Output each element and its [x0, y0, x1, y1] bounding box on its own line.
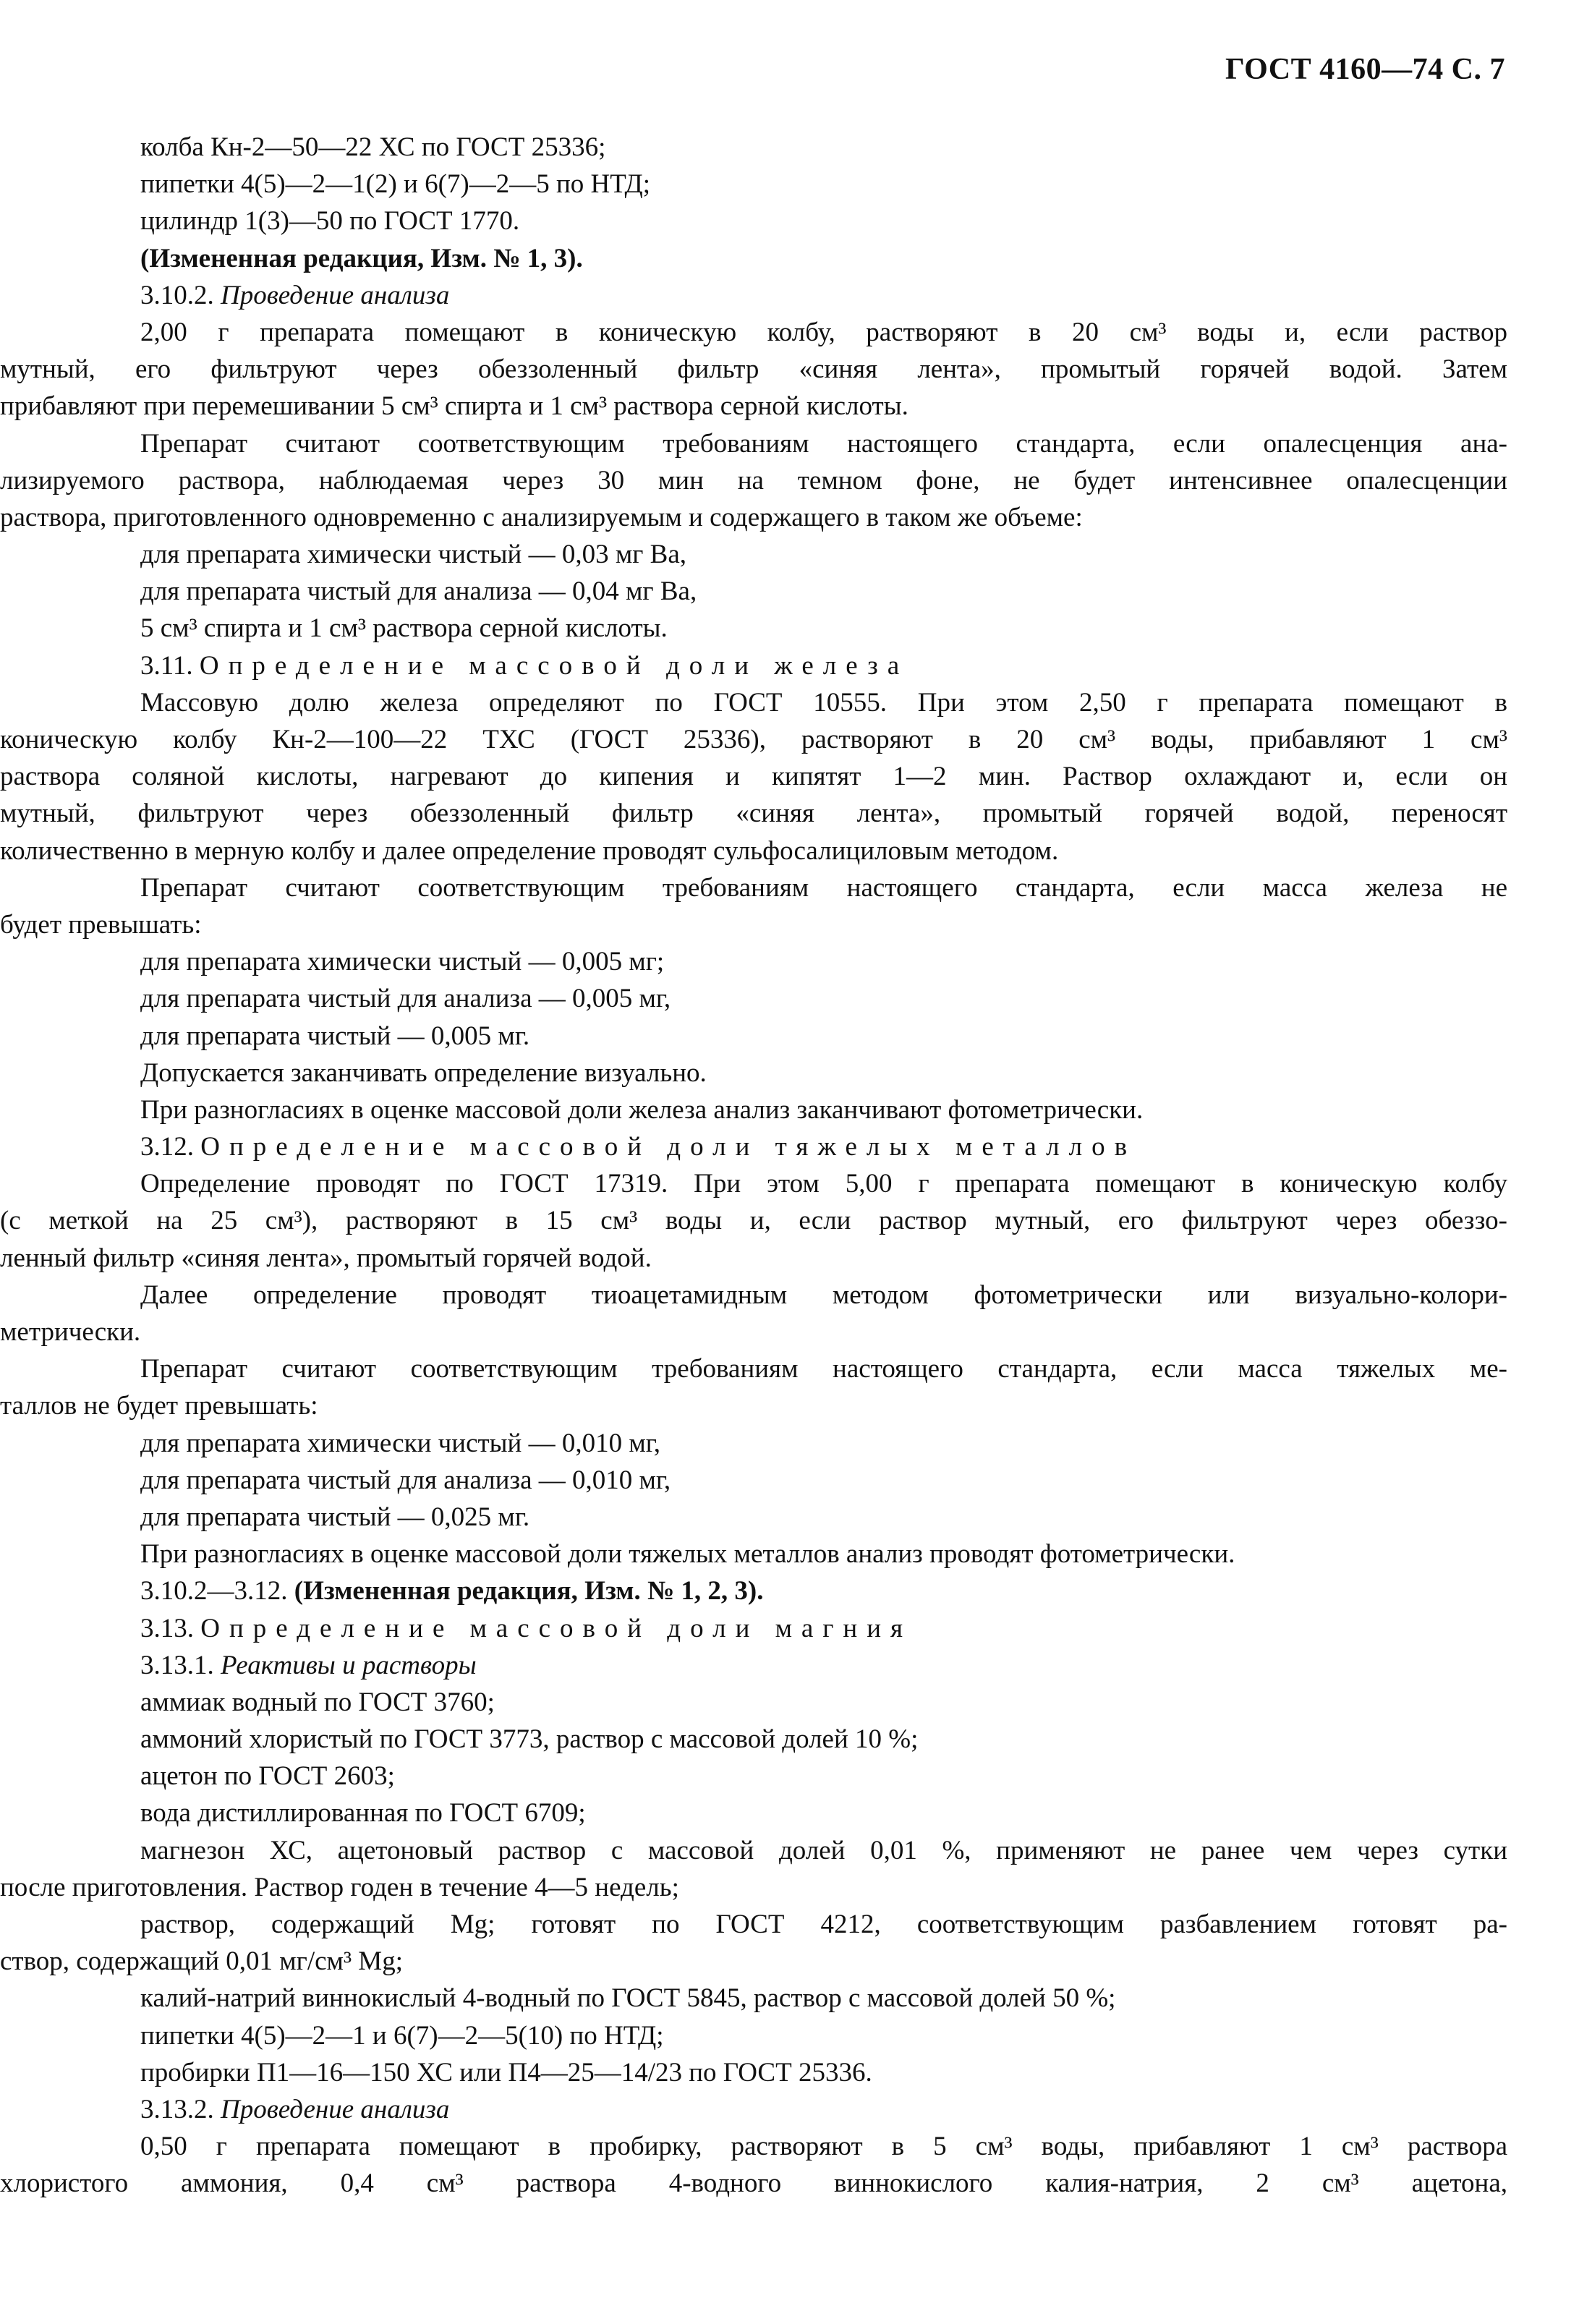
- text-line: калий-натрий виннокислый 4-водный по ГОСТ 5845, раствор с массовой долей 50 %;: [140, 1983, 1116, 2014]
- body-text: [0, 129, 1507, 2202]
- text-line: таллов не будет превышать:: [0, 1391, 318, 1421]
- text-line: для препарата химически чистый — 0,010 мг,: [140, 1428, 661, 1458]
- section-title: Определение массовой доли тяжелых металлов: [200, 1132, 1137, 1162]
- section-title: Проведение анализа: [221, 280, 450, 310]
- text-line: для препарата чистый — 0,025 мг.: [140, 1502, 530, 1532]
- page-header: ГОСТ 4160—74 С. 7: [1225, 53, 1505, 86]
- text-line: 5 см³ спирта и 1 см³ раствора серной кислоты.: [140, 613, 668, 644]
- section-heading: [140, 1610, 1507, 1647]
- amendment-note: [140, 1572, 1507, 1609]
- section-title: Определение массовой доли магния: [200, 1613, 913, 1643]
- section-number: 3.13.1.: [140, 1650, 214, 1680]
- section-number: 3.12.: [140, 1132, 194, 1162]
- text-line: аммиак водный по ГОСТ 3760;: [140, 1687, 495, 1717]
- text-line: будет превышать:: [0, 909, 202, 940]
- text-line: Массовую долю железа определяют по ГОСТ 10555. При этом 2,50 г препарата помещают в: [140, 687, 1507, 718]
- text-line: Препарат считают соответствующим требованиям настоящего стандарта, если опалесценция ана-: [140, 428, 1507, 459]
- text-line: ленный фильтр «синяя лента», промытый горячей водой.: [0, 1243, 652, 1273]
- text-line: для препарата чистый для анализа — 0,04 мг Ва,: [140, 576, 697, 607]
- text-line: прибавляют при перемешивании 5 см³ спирта и 1 см³ раствора серной кислоты.: [0, 391, 908, 422]
- section-title: Определение массовой доли железа: [199, 650, 909, 681]
- section-number: 3.10.2—3.12.: [140, 1576, 288, 1606]
- text-line: для препарата чистый для анализа — 0,010 мг,: [140, 1465, 671, 1495]
- text-line: коническую колбу Кн-2—100—22 ТХС (ГОСТ 25336), растворяют в 20 см³ воды, прибавляют 1 см³: [0, 725, 1507, 754]
- text-line: Далее определение проводят тиоацетамидным методом фотометрически или визуально-колори-: [140, 1280, 1507, 1310]
- section-heading: [140, 1128, 1507, 1165]
- section-number: 3.10.2.: [140, 280, 214, 310]
- text-line: створ, содержащий 0,01 мг/см³ Mg;: [0, 1946, 403, 1977]
- amendment-note: (Измененная редакция, Изм. № 1, 3).: [140, 243, 583, 273]
- text-line: 0,50 г препарата помещают в пробирку, растворяют в 5 см³ воды, прибавляют 1 см³ раствора: [140, 2132, 1507, 2162]
- text-line: колба Кн-2—50—22 ХС по ГОСТ 25336;: [140, 132, 606, 162]
- section-heading: [140, 647, 1507, 684]
- section-title: Проведение анализа: [221, 2094, 450, 2124]
- text-line: раствора, приготовленного одновременно с анализируемым и содержащего в таком же объеме:: [0, 502, 1083, 532]
- text-line: для препарата чистый — 0,005 мг.: [140, 1021, 530, 1051]
- text-line: пипетки 4(5)—2—1(2) и 6(7)—2—5 по НТД;: [140, 169, 651, 200]
- text-line: При разногласиях в оценке массовой доли тяжелых металлов анализ проводят фотометрически.: [140, 1539, 1235, 1570]
- text-line: для препарата химически чистый — 0,03 мг Ва,: [140, 540, 687, 570]
- section-heading: [140, 277, 1507, 314]
- text-line: раствор, содержащий Mg; готовят по ГОСТ 4212, соответствующим разбавлением готовят ра-: [140, 1910, 1507, 1939]
- text-line: (с меткой на 25 см³), растворяют в 15 см³ воды и, если раствор мутный, его фильтруют через обеззо-: [0, 1206, 1507, 1236]
- text-line: цилиндр 1(3)—50 по ГОСТ 1770.: [140, 206, 520, 237]
- text-line: При разногласиях в оценке массовой доли железа анализ заканчивают фотометрически.: [140, 1094, 1144, 1125]
- text-line: количественно в мерную колбу и далее определение проводят сульфосалициловым методом.: [0, 835, 1059, 866]
- text-line: хлористого аммония, 0,4 см³ раствора 4-водного виннокислого калия-натрия, 2 см³ ацетона,: [0, 2168, 1507, 2199]
- text-line: ацетон по ГОСТ 2603;: [140, 1761, 395, 1792]
- section-number: 3.13.: [140, 1613, 194, 1643]
- text-line: пипетки 4(5)—2—1 и 6(7)—2—5(10) по НТД;: [140, 2020, 664, 2051]
- text-line: пробирки П1—16—150 ХС или П4—25—14/23 по ГОСТ 25336.: [140, 2057, 872, 2087]
- section-number: 3.13.2.: [140, 2094, 214, 2124]
- text-line: вода дистиллированная по ГОСТ 6709;: [140, 1798, 586, 1829]
- text-line: 2,00 г препарата помещают в коническую колбу, растворяют в 20 см³ воды и, если раствор: [140, 317, 1507, 347]
- section-number: 3.11.: [140, 650, 193, 681]
- text-line: для препарата чистый для анализа — 0,005 мг,: [140, 984, 671, 1014]
- text-line: аммоний хлористый по ГОСТ 3773, раствор с массовой долей 10 %;: [140, 1724, 919, 1755]
- text-line: лизируемого раствора, наблюдаемая через 30 мин на темном фоне, не будет интенсивнее опалесценции: [0, 465, 1507, 495]
- section-heading: [140, 1647, 1507, 1684]
- text-line: магнезон ХС, ацетоновый раствор с массовой долей 0,01 %, применяют не ранее чем через сутки: [140, 1835, 1507, 1865]
- text-line: мутный, фильтруют через обеззоленный фильтр «синяя лента», промытый горячей водой, переносят: [0, 799, 1507, 829]
- text-line: для препарата химически чистый — 0,005 мг;: [140, 947, 665, 977]
- text-line: после приготовления. Раствор годен в течение 4—5 недель;: [0, 1872, 679, 1902]
- text-line: метрически.: [0, 1317, 141, 1347]
- text-line: Препарат считают соответствующим требованиям настоящего стандарта, если масса железа не: [140, 872, 1507, 903]
- amendment-text: (Измененная редакция, Изм. № 1, 2, 3).: [294, 1576, 764, 1606]
- text-line: Определение проводят по ГОСТ 17319. При этом 5,00 г препарата помещают в коническую колбу: [140, 1169, 1507, 1199]
- text-line: раствора соляной кислоты, нагревают до кипения и кипятят 1—2 мин. Раствор охлаждают и, если он: [0, 762, 1507, 792]
- text-line: Препарат считают соответствующим требованиям настоящего стандарта, если масса тяжелых ме-: [140, 1354, 1507, 1384]
- section-title: Реактивы и растворы: [221, 1650, 477, 1680]
- section-heading: [140, 2091, 1507, 2128]
- text-line: Допускается заканчивать определение визуально.: [140, 1057, 707, 1088]
- text-line: мутный, его фильтруют через обеззоленный фильтр «синяя лента», промытый горячей водой. Затем: [0, 354, 1507, 385]
